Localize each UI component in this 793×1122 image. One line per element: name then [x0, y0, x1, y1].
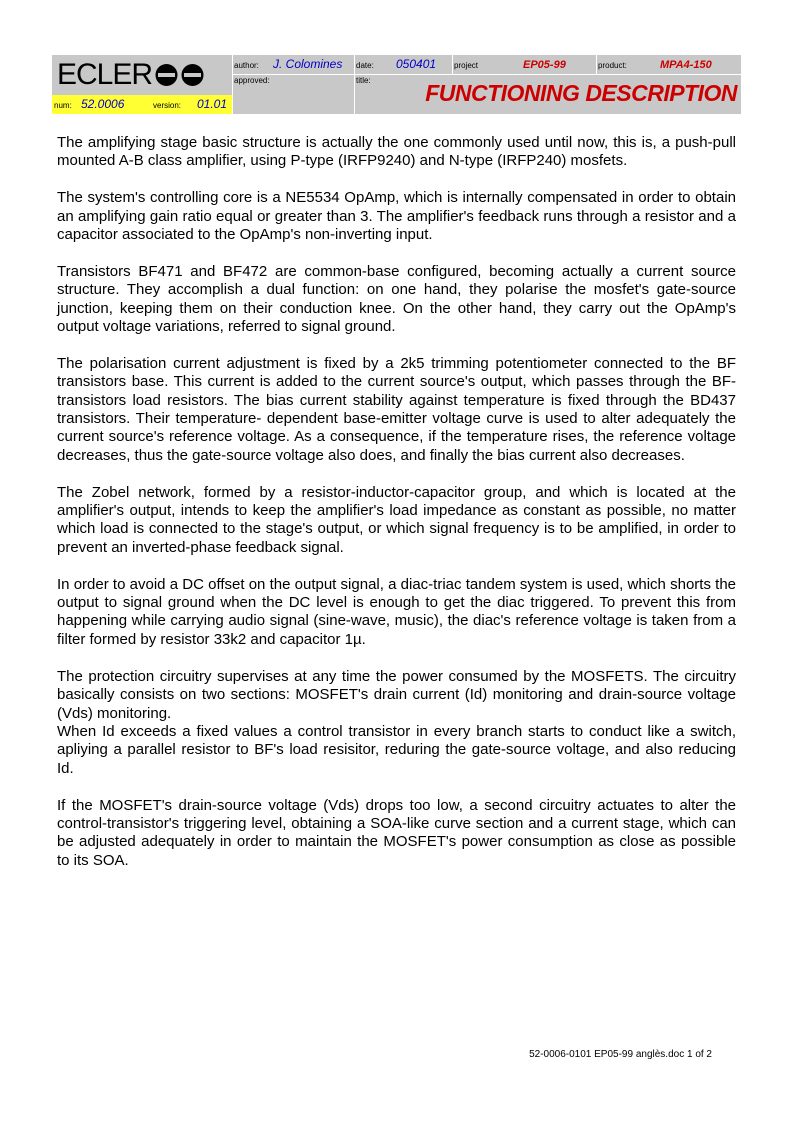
paragraph-controlling-core: The system's controlling core is a NE5534 OpAmp, which is internally compensated in order to obtain an amplifying gain ratio equal or greater than 3. The amplifier's feedback runs through a resistor and a capacitor associated to the OpAmp's non-inverting input. — [57, 189, 736, 244]
page-footer: 52-0006-0101 EP05-99 anglès.doc 1 of 2 — [529, 1049, 712, 1060]
paragraph-zobel-network: The Zobel network, formed by a resistor-inductor-capacitor group, and which is located at the amplifier's output, intends to keep the amplifier's load impedance as constant as possible, no matter which load is connected to the stage's output, or which signal frequency is to be amplified, in order to prevent an inverted-phase feedback signal. — [57, 483, 736, 556]
author-value: J. Colomines — [273, 57, 343, 71]
date-cell — [355, 55, 452, 74]
title-label: title: — [356, 76, 371, 85]
version-value: 01.01 — [197, 97, 228, 111]
project-cell — [453, 55, 596, 74]
date-value: 050401 — [396, 57, 437, 71]
product-cell — [597, 55, 741, 74]
paragraph-vds-monitoring: If the MOSFET's drain-source voltage (Vds) drops too low, a second circuitry actuates to alter the control-transistor's triggering level, obtaining a SOA-like curve section and a current stage, which can be adjusted adequately in order to maintain the MOSFET's power consumption as close as possible to its SOA. — [57, 796, 736, 869]
paragraph-transistors: Transistors BF471 and BF472 are common-base configured, becoming actually a current source structure. They accomplish a dual function: on one hand, they polarise the mosfet's gate-source junction, keeping them on their conduction knee. On the other hand, they carry out the OpAmp's output voltage variations, referred to signal ground. — [57, 262, 736, 336]
ecler-logo — [52, 55, 232, 95]
num-value: 52.0006 — [81, 97, 125, 111]
num-label: num: — [54, 101, 72, 110]
product-label: product: — [598, 61, 627, 70]
document-title: FUNCTIONING DESCRIPTION — [425, 80, 737, 106]
document-number-bar — [52, 95, 232, 114]
product-value: MPA4-150 — [660, 59, 712, 71]
author-label: author: — [234, 61, 259, 70]
paragraph-amplifying-stage: The amplifying stage basic structure is actually the one commonly used until now, this is, a push-pull mounted A-B class amplifier, using P-type (IRFP9240) and N-type (IRFP240) mosfets. — [57, 134, 736, 170]
logo-text: ECLER — [57, 58, 153, 91]
date-label: date: — [356, 61, 374, 70]
logo-circles-icon — [154, 63, 206, 87]
paragraph-protection-circuitry: The protection circuitry supervises at any time the power consumed by the MOSFETS. The circuitry basically consists on two sections: MOSFET's drain current (Id) monitoring and drain-source voltage (Vds) monitoring. — [57, 667, 736, 722]
approved-label: approved: — [234, 76, 270, 85]
paragraph-id-limit: When Id exceeds a fixed values a control transistor in every branch starts to conduct like a switch, apliying a parallel resistor to BF's load resisitor, reduring the gate-source voltage, and also reducing Id. — [57, 722, 736, 777]
version-label: version: — [153, 101, 182, 110]
author-cell — [233, 55, 354, 74]
approved-cell — [233, 75, 354, 114]
project-label: project — [454, 61, 479, 70]
paragraph-polarisation-current: The polarisation current adjustment is fixed by a 2k5 trimming potentiometer connected to the BF transistors base. This current is added to the current source's output, which passes through the BF-transistors load resistors. The bias current stability against temperature is fixed through the BD437 transistors. Their temperature- dependent base-emitter voltage curve is used to alter adequately the current source's reference voltage. As a consequence, if the temperature rises, the reference voltage decreases, thus the gate-source voltage also does, and finally the bias current also decreases. — [57, 354, 736, 464]
document-header — [52, 55, 741, 114]
project-value: EP05-99 — [523, 59, 566, 71]
document-body — [57, 134, 736, 889]
paragraph-dc-offset: In order to avoid a DC offset on the output signal, a diac-triac tandem system is used, which shorts the output to signal ground when the DC level is enough to get the diac triggered. To prevent this from happening while carrying audio signal (sine-wave, music), the diac's reference voltage is taken from a filter formed by resistor 33k2 and capacitor 1µ. — [57, 575, 736, 648]
